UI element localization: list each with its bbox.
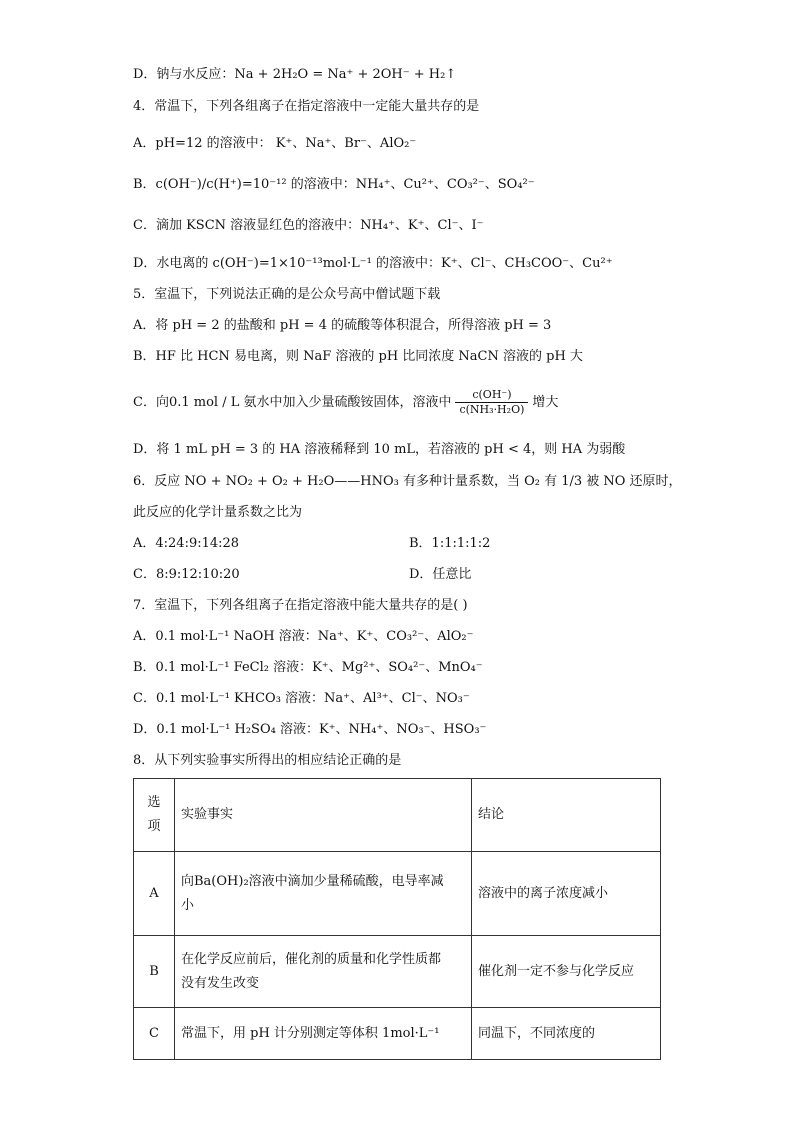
q4-stem: 4．常温下，下列各组离子在指定溶液中一定能大量共存的是 [133,99,480,114]
q7-option-a: A．0.1 mol·L⁻¹ NaOH 溶液：Na⁺、K⁺、CO₃²⁻、AlO₂⁻ [133,629,474,644]
q8-stem: 8．从下列实验事实所得出的相应结论正确的是 [133,753,402,768]
q7-option-c: C．0.1 mol·L⁻¹ KHCO₃ 溶液：Na⁺、Al³⁺、Cl⁻、NO₃⁻ [133,691,470,706]
table-row [134,852,661,936]
header-conclusion: 结论 [472,779,661,852]
row-fact [175,936,472,1008]
q7-option-b: B．0.1 mol·L⁻¹ FeCl₂ 溶液：K⁺、Mg²⁺、SO₄²⁻、MnO₄⁻ [133,660,483,675]
row-fact-line2: 小 [181,897,195,913]
q7-option-d: D．0.1 mol·L⁻¹ H₂SO₄ 溶液：K⁺、NH₄⁺、NO₃⁻、HSO₃⁻ [133,722,487,737]
table-row [134,1008,661,1060]
q6-option-d: D．任意比 [409,567,472,582]
q4-option-a: A．pH=12 的溶液中： K⁺、Na⁺、Br⁻、AlO₂⁻ [133,136,417,151]
row-option: B [134,936,175,1008]
q4-option-c: C．滴加 KSCN 溶液显红色的溶液中：NH₄⁺、K⁺、Cl⁻、I⁻ [133,218,484,233]
q3-option-d: D．钠与水反应：Na + 2H₂O = Na⁺ + 2OH⁻ + H₂↑ [133,67,457,82]
header-option-line1: 选 [147,795,161,810]
row-option: A [134,852,175,936]
row-fact-line1: 在化学反应前后，催化剂的质量和化学性质都 [181,951,442,967]
fraction-denominator: c(NH₃·H₂O) [459,403,525,416]
q5-option-b: B．HF 比 HCN 易电离，则 NaF 溶液的 pH 比同浓度 NaCN 溶液的 pH 大 [133,349,583,364]
q7-stem: 7．室温下，下列各组离子在指定溶液中能大量共存的是( ) [133,598,468,613]
q4-option-d: D．水电离的 c(OH⁻)=1×10⁻¹³mol·L⁻¹ 的溶液中：K⁺、Cl⁻、CH₃COO⁻、Cu²⁺ [133,256,613,271]
header-option-line2: 项 [147,819,161,834]
experiment-table [133,778,661,1060]
row-conclusion: 溶液中的离子浓度减小 [472,852,661,936]
header-option [134,779,175,852]
q5-option-c [133,381,558,425]
q5-option-c-prefix: C．向0.1 mol / L 氨水中加入少量硫酸铵固体，溶液中 [133,395,452,410]
row-fact-line2: 没有发生改变 [181,975,260,991]
table-row [134,936,661,1008]
row-fact [175,1008,472,1060]
row-fact-line1: 向Ba(OH)₂溶液中滴加少量稀硫酸，电导率减 [181,873,444,889]
q6-option-c: C．8:9:12:10:20 [133,567,240,582]
q4-option-b: B．c(OH⁻)/c(H⁺)=10⁻¹² 的溶液中：NH₄⁺、Cu²⁺、CO₃²⁻、SO₄²⁻ [133,177,535,192]
q5-option-c-suffix: 增大 [532,395,559,410]
q5-option-d: D．将 1 mL pH = 3 的 HA 溶液稀释到 10 mL，若溶液的 pH < 4，则 HA 为弱酸 [133,442,626,457]
row-fact [175,852,472,936]
row-conclusion: 同温下，不同浓度的 [472,1008,661,1060]
row-conclusion: 催化剂一定不参与化学反应 [472,936,661,1008]
header-fact: 实验事实 [175,779,472,852]
concentration-ratio-fraction [455,388,528,417]
q5-stem: 5．室温下，下列说法正确的是公众号高中僧试题下载 [133,287,441,302]
q6-option-b: B．1:1:1:1:2 [409,536,491,551]
fraction-numerator: c(OH⁻) [455,388,528,403]
q6-option-a: A．4:24:9:14:28 [133,536,240,551]
q6-stem-continued: 此反应的化学计量系数之比为 [133,505,303,520]
q5-option-a: A．将 pH = 2 的盐酸和 pH = 4 的硫酸等体积混合，所得溶液 pH = 3 [133,318,552,333]
q6-stem: 6．反应 NO + NO₂ + O₂ + H₂O——HNO₃ 有多种计量系数，当 O₂ 有 1/3 被 NO 还原时， [133,474,682,489]
table-header-row [134,779,661,852]
row-fact-line1: 常温下，用 pH 计分别测定等体积 1mol·L⁻¹ [181,1025,440,1041]
row-option: C [134,1008,175,1060]
